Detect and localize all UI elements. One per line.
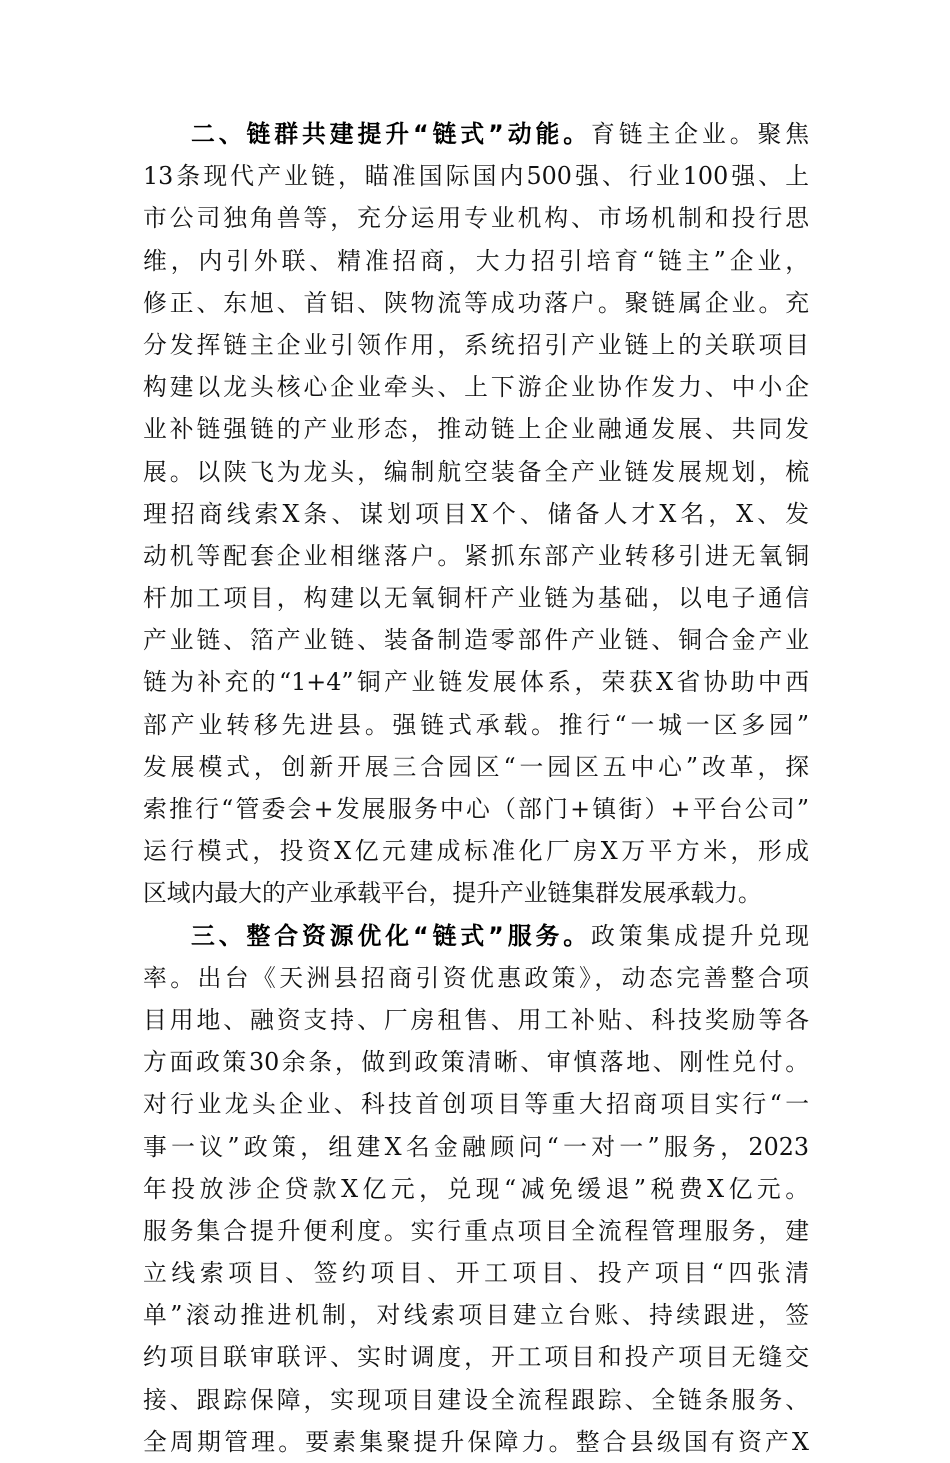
section2-line-4: 修正、东旭、首铝、陕物流等成功落户。聚链属企业。充 bbox=[143, 288, 809, 317]
section3-line-4: 对行业龙头企业、科技首创项目等重大招商项目实行“一 bbox=[143, 1090, 809, 1119]
section2-first-line bbox=[143, 113, 809, 155]
section2-line-15: 发展模式，创新开展三合园区“一园区五中心”改革，探 bbox=[143, 752, 809, 781]
section3-heading: 三、整合资源优化“链式”服务。 bbox=[191, 921, 591, 950]
section3-line-10: 约项目联审联评、实时调度，开工项目和投产项目无缝交 bbox=[143, 1343, 809, 1372]
section3-line-5: 事一议”政策，组建X名金融顾问“一对一”服务，2023 bbox=[143, 1132, 809, 1161]
section2-line-3: 维，内引外联、精准招商，大力招引培育“链主”企业， bbox=[143, 246, 809, 275]
section2-line-11: 杆加工项目，构建以无氧铜杆产业链为基础，以电子通信 bbox=[143, 584, 809, 613]
section3-line-3: 方面政策30余条，做到政策清晰、审慎落地、刚性兑付。 bbox=[143, 1048, 809, 1077]
section2-line-1: 13条现代产业链，瞄准国际国内500强、行业100强、上 bbox=[143, 162, 809, 191]
section2-line-16: 索推行“管委会+发展服务中心（部门+镇街）+平台公司” bbox=[143, 795, 809, 823]
section2-heading: 二、链群共建提升“链式”动能。 bbox=[191, 120, 591, 148]
section2-line-8: 展。以陕飞为龙头，编制航空装备全产业链发展规划，梳 bbox=[143, 457, 809, 486]
section2-line-6: 构建以龙头核心企业牵头、上下游企业协作发力、中小企 bbox=[143, 373, 809, 402]
section2-line-17: 运行模式，投资X亿元建成标准化厂房X万平方米，形成 bbox=[143, 837, 809, 866]
section3-line-11: 接、跟踪保障，实现项目建设全流程跟踪、全链条服务、 bbox=[143, 1385, 809, 1414]
section2-line-12: 产业链、箔产业链、装备制造零部件产业链、铜合金产业 bbox=[143, 626, 809, 655]
section2-line-18: 区域内最大的产业承载平台，提升产业链集群发展承载力。 bbox=[143, 879, 762, 908]
section3-line-1: 率。出台《天洲县招商引资优惠政策》，动态完善整合项 bbox=[143, 963, 809, 992]
section2-line-0: 育链主企业。聚焦 bbox=[590, 120, 810, 148]
section2-line-9: 理招商线索X条、谋划项目X个、储备人才X名，X、发 bbox=[143, 499, 809, 528]
section3-line-7: 服务集合提升便利度。实行重点项目全流程管理服务，建 bbox=[143, 1216, 809, 1245]
section2-line-7: 业补链强链的产业形态，推动链上企业融通发展、共同发 bbox=[143, 415, 809, 444]
section3-line-12: 全周期管理。要素集聚提升保障力。整合县级国有资产X bbox=[143, 1427, 809, 1456]
section3-line-0: 政策集成提升兑现 bbox=[590, 921, 810, 950]
section3-first-line bbox=[143, 915, 809, 957]
section2-line-13: 链为补充的“1+4”铜产业链发展体系，荣获X省协助中西 bbox=[143, 668, 809, 697]
section2-line-2: 市公司独角兽等，充分运用专业机构、市场机制和投行思 bbox=[143, 204, 809, 233]
section2-line-5: 分发挥链主企业引领作用，系统招引产业链上的关联项目 bbox=[143, 330, 809, 359]
section3-line-9: 单”滚动推进机制，对线索项目建立台账、持续跟进，签 bbox=[143, 1301, 809, 1330]
section2-line-10: 动机等配套企业相继落户。紧抓东部产业转移引进无氧铜 bbox=[143, 541, 809, 570]
section2-line-14: 部产业转移先进县。强链式承载。推行“一城一区多园” bbox=[143, 710, 809, 739]
section3-line-6: 年投放涉企贷款X亿元，兑现“减免缓退”税费X亿元。 bbox=[143, 1174, 809, 1203]
document-body bbox=[143, 113, 809, 1463]
section3-line-8: 立线索项目、签约项目、开工项目、投产项目“四张清 bbox=[143, 1259, 809, 1288]
section3-line-2: 目用地、融资支持、厂房租售、用工补贴、科技奖励等各 bbox=[143, 1005, 809, 1034]
